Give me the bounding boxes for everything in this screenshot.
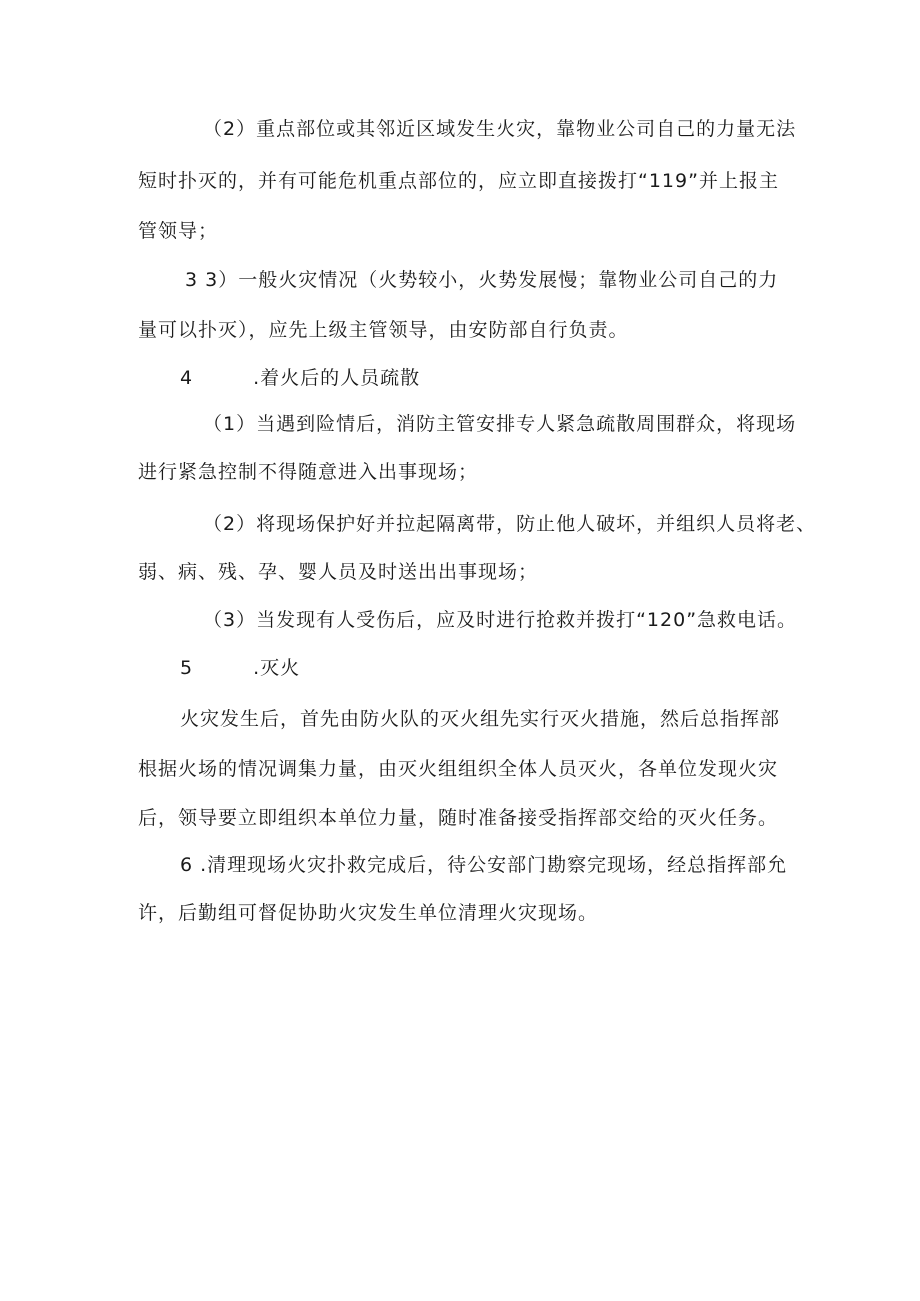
paragraph-line: 后，领导要立即组织本单位力量，随时准备接受指挥部交给的灭火任务。 xyxy=(138,807,779,829)
paragraph-line: 弱、病、残、孕、婴人员及时送出出事现场； xyxy=(138,561,539,583)
paragraph-line: 3 3）一般火灾情况（火势较小，火势发展慢；靠物业公司自己的力 xyxy=(185,269,779,291)
paragraph-line: （1）当遇到险情后，消防主管安排专人紧急疏散周围群众，将现场 xyxy=(203,413,797,435)
paragraph-line: 火灾发生后，首先由防火队的灭火组先实行灭火措施，然后总指挥部 xyxy=(180,708,781,730)
paragraph-line: 6 .清理现场火灾扑救完成后，待公安部门勘察完现场，经总指挥部允 xyxy=(180,854,788,876)
paragraph-line: 根据火场的情况调集力量，由灭火组组织全体人员灭火，各单位发现火灾 xyxy=(138,758,779,780)
paragraph-line: （2）将现场保护好并拉起隔离带，防止他人破坏，并组织人员将老、 xyxy=(203,513,817,535)
paragraph-line: 量可以扑灭），应先上级主管领导，由安防部自行负责。 xyxy=(138,319,629,341)
paragraph-line: 短时扑灭的，并有可能危机重点部位的，应立即直接拨打“119”并上报主 xyxy=(138,170,779,192)
paragraph-line: 许，后勤组可督促协助火灾发生单位清理火灾现场。 xyxy=(138,902,599,924)
section-heading: 5 .灭火 xyxy=(180,657,301,679)
paragraph-line: 管领导； xyxy=(138,220,219,242)
paragraph-line: 进行紧急控制不得随意进入出事现场； xyxy=(138,461,479,483)
paragraph-line: （2）重点部位或其邻近区域发生火灾，靠物业公司自己的力量无法 xyxy=(203,118,797,140)
paragraph-line: （3）当发现有人受伤后，应及时进行抢救并拨打“120”急救电话。 xyxy=(203,609,798,631)
section-heading: 4 .着火后的人员疏散 xyxy=(180,367,421,389)
